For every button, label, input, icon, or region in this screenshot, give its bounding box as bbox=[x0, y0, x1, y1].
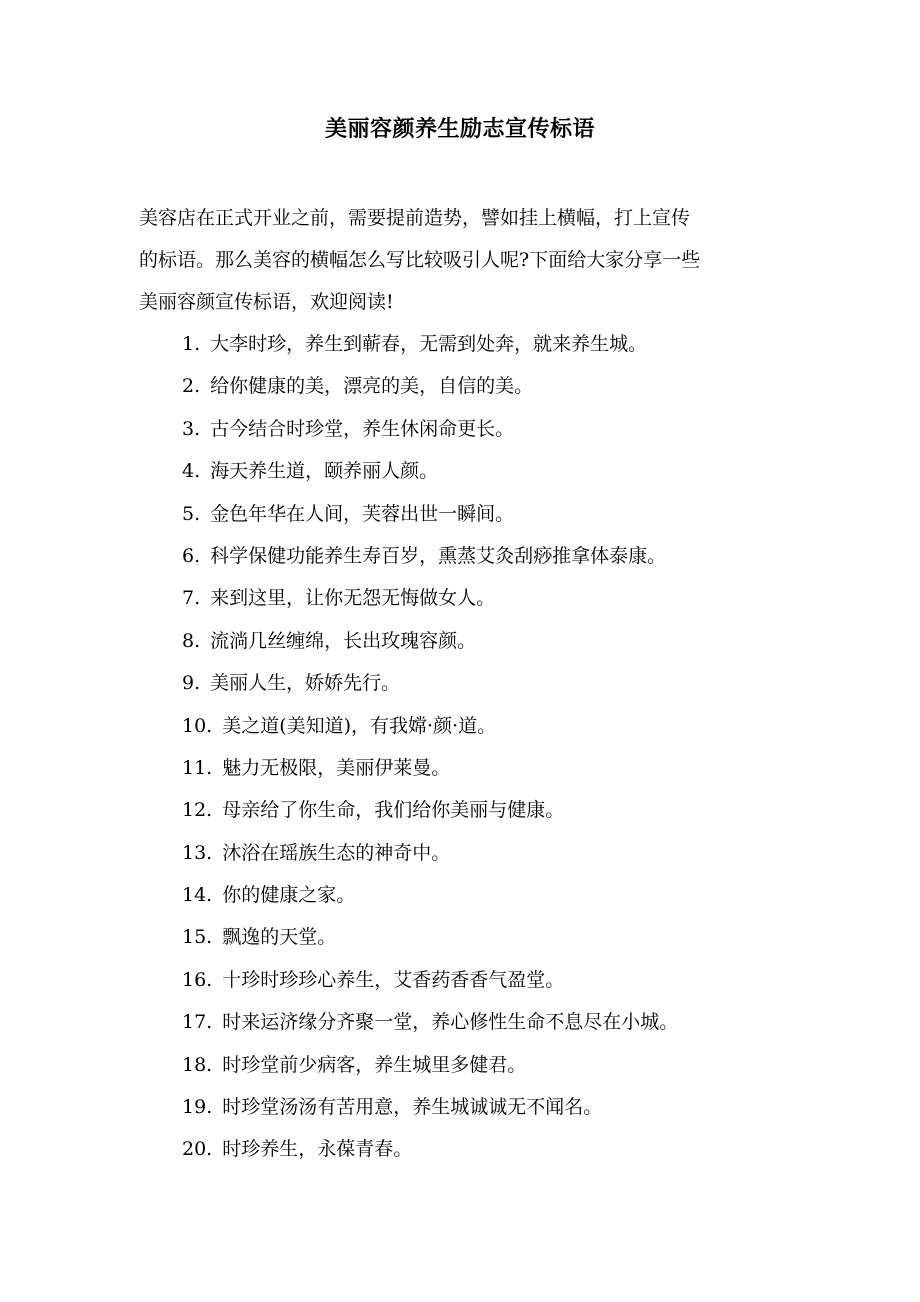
item-text: 美之道(美知道)，有我嫦·颜·道。 bbox=[222, 714, 497, 737]
item-text: 魅力无极限，美丽伊莱曼。 bbox=[222, 756, 451, 779]
list-item bbox=[182, 450, 678, 492]
list-item bbox=[182, 1001, 678, 1043]
list-item bbox=[182, 1044, 678, 1086]
item-number: 15. bbox=[182, 926, 213, 949]
item-number: 18. bbox=[182, 1053, 213, 1076]
item-number: 2. bbox=[182, 375, 201, 398]
list-item bbox=[182, 365, 678, 407]
item-text: 大李时珍，养生到蕲春，无需到处奔，就来养生城。 bbox=[210, 333, 648, 355]
item-text: 母亲给了你生命，我们给你美丽与健康。 bbox=[222, 799, 565, 822]
list-item bbox=[182, 535, 678, 577]
item-number: 17. bbox=[182, 1011, 213, 1034]
item-text: 古今结合时珍堂，养生休闲命更长。 bbox=[210, 417, 515, 440]
list-item bbox=[182, 408, 678, 450]
item-number: 1. bbox=[182, 333, 201, 355]
item-text: 海天养生道，颐养丽人颜。 bbox=[210, 460, 439, 483]
item-number: 16. bbox=[182, 968, 213, 991]
intro-line: 美容店在正式开业之前，需要提前造势，譬如挂上横幅，打上宣传 bbox=[139, 207, 691, 229]
item-text: 时珍养生，永葆青春。 bbox=[222, 1138, 413, 1161]
item-number: 12. bbox=[182, 799, 213, 822]
item-number: 8. bbox=[182, 629, 201, 652]
item-text: 流淌几丝缠绵，长出玫瑰容颜。 bbox=[210, 629, 477, 652]
list-item bbox=[182, 662, 678, 704]
item-text: 时来运济缘分齐聚一堂，养心修性生命不息尽在小城。 bbox=[222, 1011, 679, 1034]
item-text: 飘逸的天堂。 bbox=[222, 926, 337, 949]
item-text: 时珍堂前少病客，养生城里多健君。 bbox=[222, 1053, 527, 1076]
item-number: 13. bbox=[182, 841, 213, 864]
item-text: 时珍堂汤汤有苦用意，养生城诚诚无不闻名。 bbox=[222, 1096, 603, 1119]
intro-line: 美丽容颜宣传标语，欢迎阅读! bbox=[139, 291, 394, 313]
item-number: 11. bbox=[182, 756, 213, 779]
item-number: 3. bbox=[182, 417, 201, 440]
list-item bbox=[182, 747, 678, 789]
item-number: 20. bbox=[182, 1138, 213, 1161]
list-item bbox=[182, 832, 678, 874]
item-text: 你的健康之家。 bbox=[222, 884, 356, 907]
list-item bbox=[182, 874, 678, 916]
item-number: 9. bbox=[182, 672, 201, 695]
item-text: 金色年华在人间，芙蓉出世一瞬间。 bbox=[210, 502, 515, 525]
intro-paragraph bbox=[139, 197, 789, 323]
item-text: 科学保健功能养生寿百岁，熏蒸艾灸刮痧推拿体泰康。 bbox=[210, 544, 667, 567]
item-number: 5. bbox=[182, 502, 201, 525]
list-item bbox=[182, 1086, 678, 1128]
intro-line: 的标语。那么美容的横幅怎么写比较吸引人呢?下面给大家分享一些 bbox=[139, 249, 701, 271]
list-item bbox=[182, 959, 678, 1001]
slogan-list bbox=[182, 323, 678, 1171]
item-text: 来到这里，让你无怨无悔做女人。 bbox=[210, 587, 496, 610]
item-text: 美丽人生，娇娇先行。 bbox=[210, 672, 401, 695]
list-item bbox=[182, 789, 678, 831]
document-title: 美丽容颜养生励志宣传标语 bbox=[324, 116, 595, 142]
list-item bbox=[182, 705, 678, 747]
list-item bbox=[182, 577, 678, 619]
item-text: 十珍时珍珍心养生，艾香药香香气盈堂。 bbox=[222, 968, 565, 991]
list-item bbox=[182, 1128, 678, 1170]
item-number: 10. bbox=[182, 714, 213, 737]
item-number: 4. bbox=[182, 460, 201, 483]
list-item bbox=[182, 620, 678, 662]
item-text: 沐浴在瑶族生态的神奇中。 bbox=[222, 841, 451, 864]
item-number: 14. bbox=[182, 884, 213, 907]
item-text: 给你健康的美，漂亮的美，自信的美。 bbox=[210, 375, 534, 398]
item-number: 7. bbox=[182, 587, 201, 610]
list-item bbox=[182, 323, 678, 365]
item-number: 6. bbox=[182, 544, 201, 567]
list-item bbox=[182, 493, 678, 535]
item-number: 19. bbox=[182, 1096, 213, 1119]
list-item bbox=[182, 916, 678, 958]
